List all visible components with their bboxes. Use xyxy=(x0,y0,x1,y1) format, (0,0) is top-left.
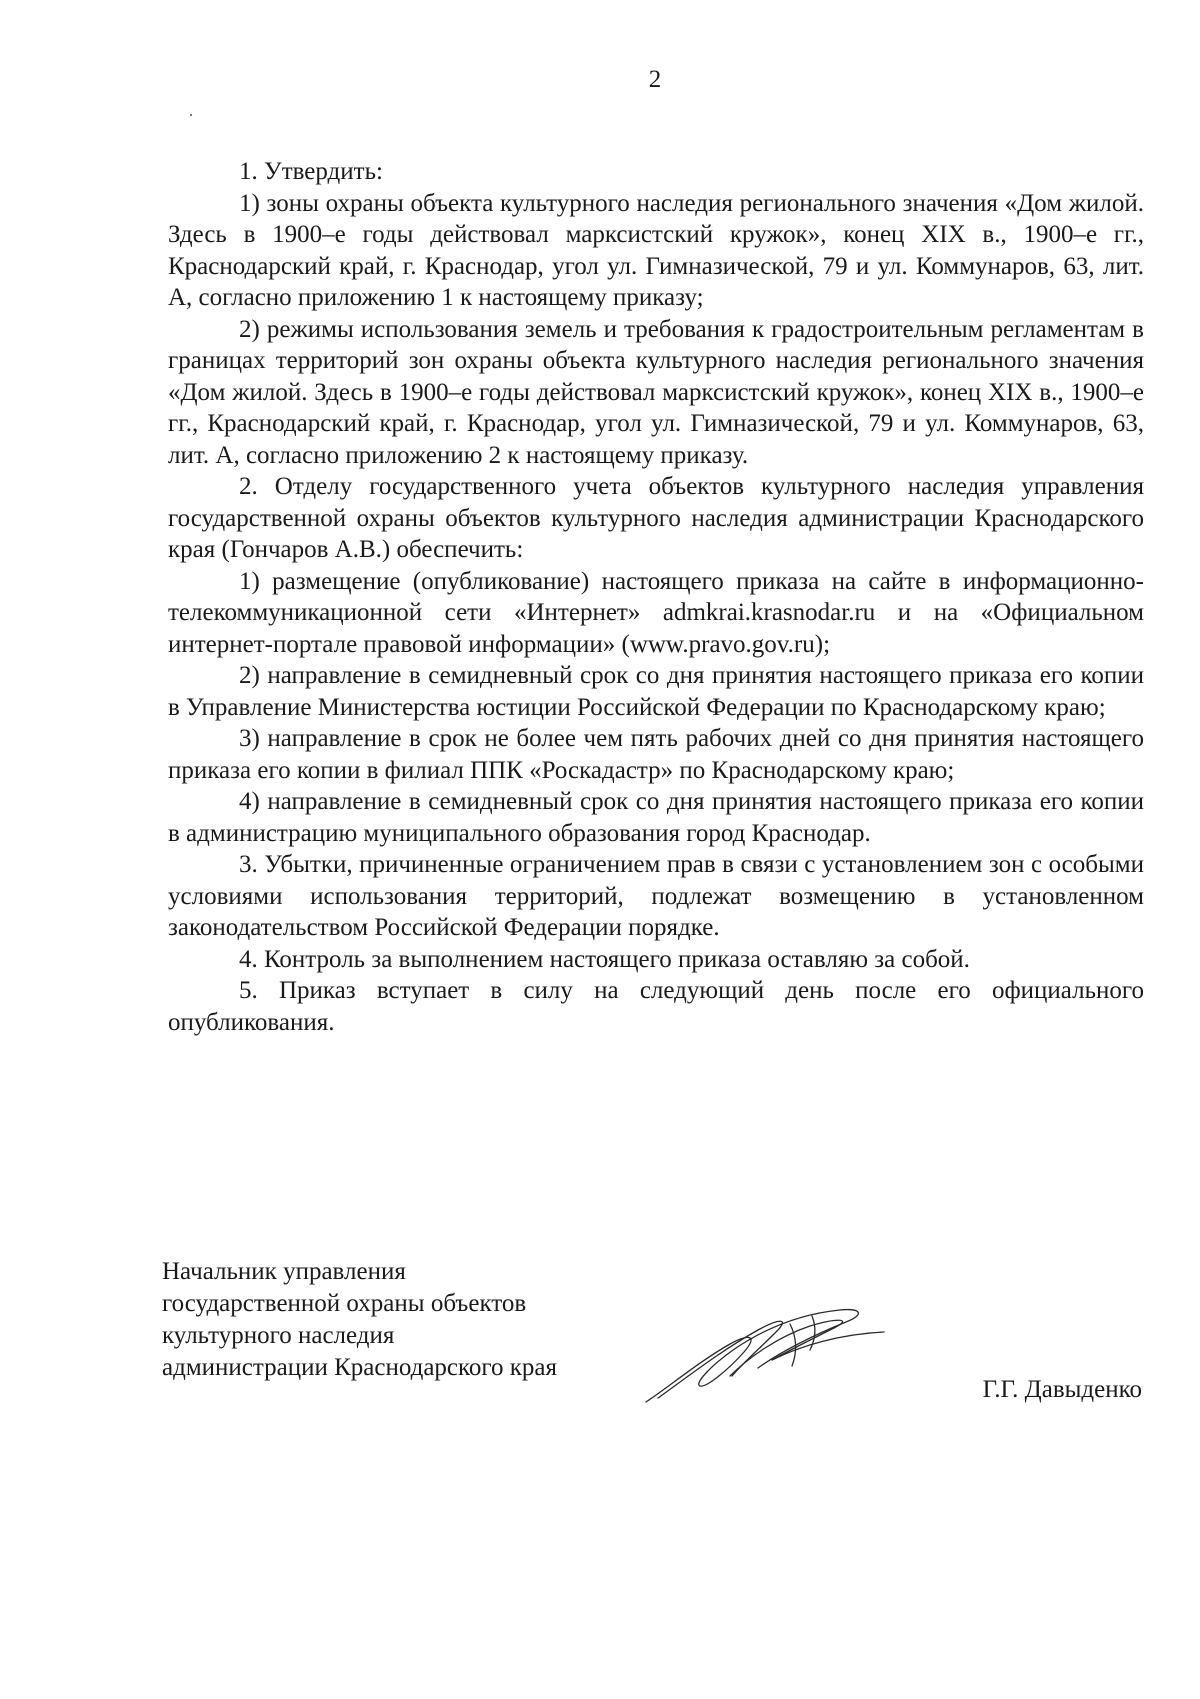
paragraph-publication: 1) размещение (опубликование) настоящего приказа на сайте в информационно-телекоммуникационной сети «Интернет» admkrai.krasnodar.ru и на «Официальном интернет-портале правовой информации» (www.pravo.gov.ru); xyxy=(168,567,1144,658)
paragraph-effective-date: 5. Приказ вступает в силу на следующий день после его официального опубликования. xyxy=(168,977,1144,1036)
paragraph-protection-zones: 1) зоны охраны объекта культурного наследия регионального значения «Дом жилой. Здесь в 1900–е годы действовал марксистский кружок», конец XIX в., 1900–е гг., Краснодарский край, г. Краснодар, угол ул. Гимназической, 79 и ул. Коммунаров, 63, лит. А, согласно приложению 1 к настоящему приказу; xyxy=(168,189,1144,311)
signatory-position-line: государственной охраны объектов xyxy=(162,1290,527,1317)
paragraph-losses: 3. Убытки, причиненные ограничением прав в связи с установлением зон с особыми условиями использования территорий, подлежат возмещению в установленном законодательством Российской Федерации порядке. xyxy=(168,851,1144,941)
signatory-name: Г.Г. Давыденко xyxy=(982,1376,1142,1403)
paragraph-city-administration: 4) направление в семидневный срок со дня принятия настоящего приказа его копии в администрацию муниципального образования город Краснодар. xyxy=(168,788,1144,847)
scan-artifact xyxy=(190,114,192,116)
paragraph-justice-ministry: 2) направление в семидневный срок со дня принятия настоящего приказа его копии в Управление Министерства юстиции Российской Федерации по Краснодарскому краю; xyxy=(168,662,1144,721)
paragraph-department-tasks: 2. Отделу государственного учета объектов культурного наследия управления государственной охраны объектов культурного наследия администрации Краснодарского края (Гончаров А.В.) обеспечить: xyxy=(168,473,1144,563)
signatory-position-line: культурного наследия xyxy=(162,1322,395,1349)
paragraph-roskadastr: 3) направление в срок не более чем пять рабочих дней со дня принятия настоящего приказа его копии в филиал ППК «Роскадастр» по Краснодарскому краю; xyxy=(168,725,1144,784)
paragraph-land-use-regimes: 2) режимы использования земель и требования к градостроительным регламентам в границах территорий зон охраны объекта культурного наследия регионального значения «Дом жилой. Здесь в 1900–е годы действовал марксистский кружок», конец XIX в., 1900–е гг., Краснодарский край, г. Краснодар, угол ул. Гимназической, 79 и ул. Коммунаров, 63, лит. А, согласно приложению 2 к настоящему приказу. xyxy=(168,315,1144,469)
signatory-position-line: администрации Краснодарского края xyxy=(162,1354,558,1381)
signatory-position xyxy=(162,1256,632,1384)
document-body xyxy=(168,156,1144,1038)
signature-block xyxy=(162,1256,1142,1416)
handwritten-signature xyxy=(640,1306,900,1406)
signatory-position-line: Начальник управления xyxy=(162,1258,406,1285)
page-number: 2 xyxy=(648,66,662,93)
paragraph-approve: 1. Утвердить: xyxy=(239,158,383,185)
paragraph-control: 4. Контроль за выполнением настоящего приказа оставляю за собой. xyxy=(239,945,970,973)
